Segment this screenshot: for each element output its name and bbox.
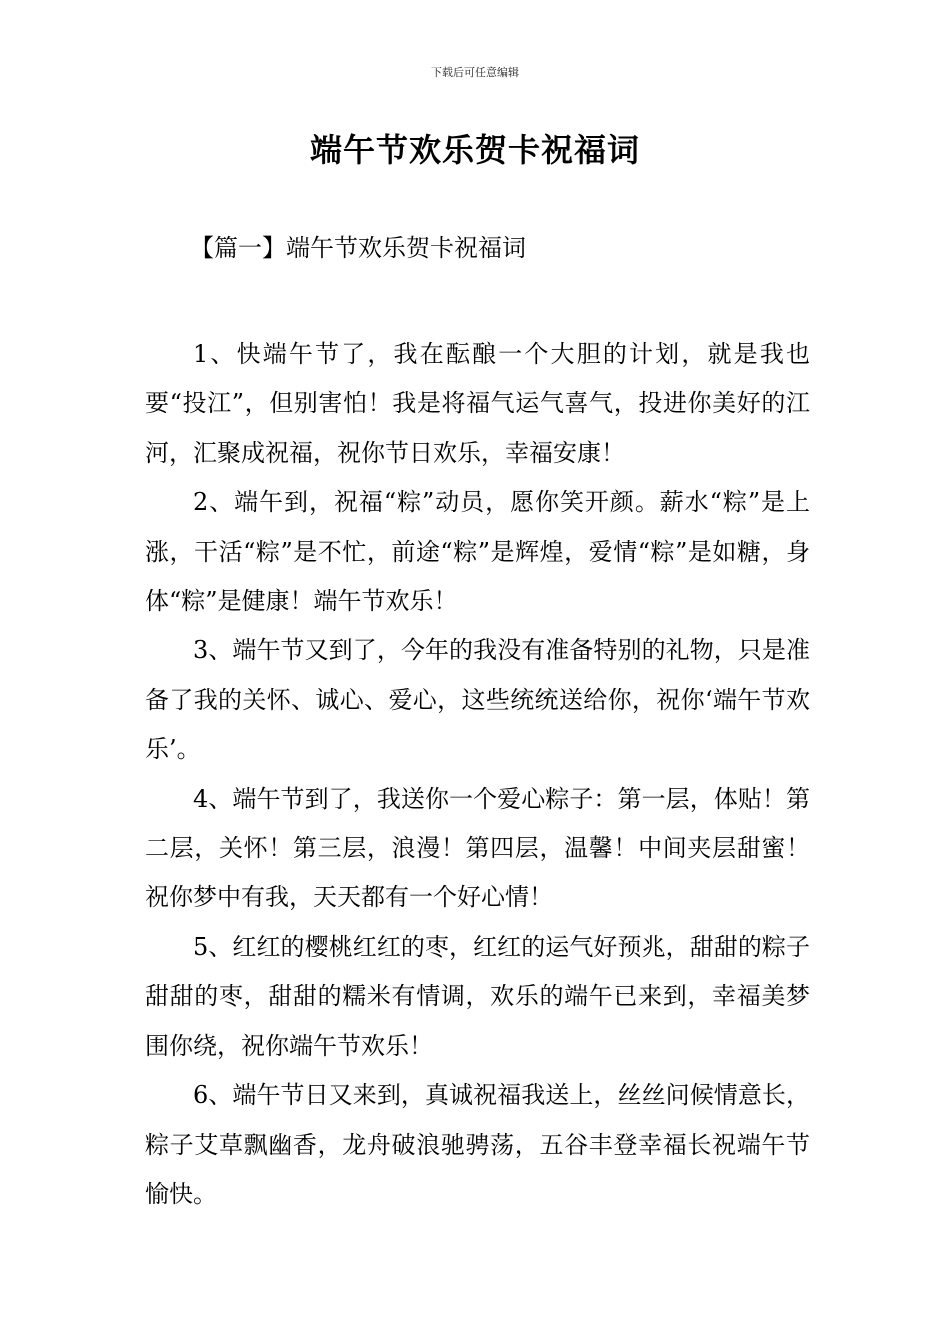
- document-title: 端午节欢乐贺卡祝福词: [309, 131, 640, 169]
- paragraph-5: 5、红红的樱桃红红的枣，红红的运气好预兆，甜甜的粽子甜甜的枣，甜甜的糯米有情调，欢乐的端午已来到，幸福美梦围你绕，祝你端午节欢乐！: [145, 932, 810, 1060]
- header-note: 下载后可任意编辑: [431, 66, 519, 79]
- paragraph-6: 6、端午节日又来到，真诚祝福我送上，丝丝问候情意长，粽子艾草飘幽香，龙舟破浪驰骋荡，五谷丰登幸福长祝端午节愉快。: [145, 1081, 810, 1208]
- paragraph-4: 4、端午节到了，我送你一个爱心粽子：第一层，体贴！第二层，关怀！第三层，浪漫！第四层，温馨！中间夹层甜蜜！祝你梦中有我，天天都有一个好心情！: [145, 784, 810, 912]
- paragraph-1: 1、快端午节了，我在酝酿一个大胆的计划，就是我也要“投江”，但别害怕！我是将福气运气喜气，投进你美好的江河，汇聚成祝福，祝你节日欢乐，幸福安康！: [145, 340, 810, 467]
- paragraph-2: 2、端午到，祝福“粽”动员，愿你笑开颜。薪水“粽”是上涨，干活“粽”是不忙，前途“粽”是辉煌，爱情“粽”是如糖，身体“粽”是健康！端午节欢乐！: [145, 488, 810, 616]
- section-heading: 【篇一】端午节欢乐贺卡祝福词: [190, 234, 526, 262]
- document-body: [145, 330, 810, 1219]
- paragraph-3: 3、端午节又到了，今年的我没有准备特别的礼物，只是准备了我的关怀、诚心、爱心，这些统统送给你，祝你‘端午节欢乐’。: [145, 636, 810, 764]
